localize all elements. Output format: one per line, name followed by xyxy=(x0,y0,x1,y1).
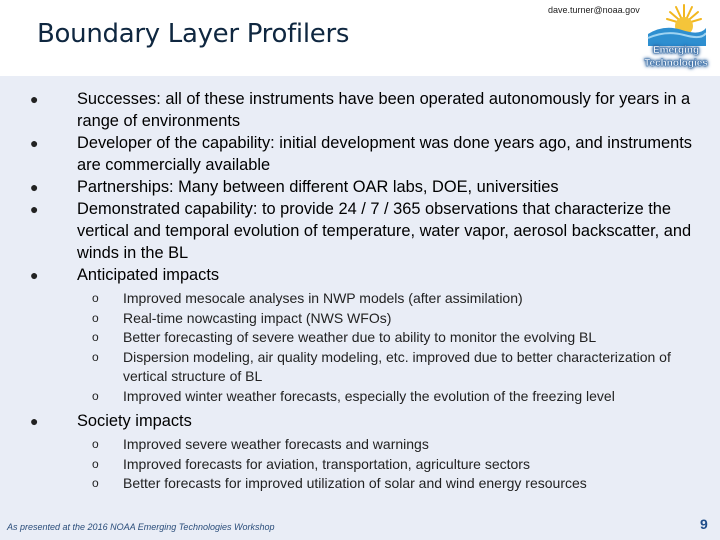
author-email: dave.turner@noaa.gov xyxy=(548,5,640,15)
logo-line-1: Emerging xyxy=(652,45,700,56)
sub-bullet-text: Dispersion modeling, air quality modeling, etc. improved due to better characterization of vertical structure of BL xyxy=(123,348,671,384)
bullet-item xyxy=(0,410,720,432)
bullet-item xyxy=(0,88,720,132)
circle-bullet-icon: o xyxy=(92,349,99,364)
sub-bullet-text: Improved mesocale analyses in NWP models (after assimilation) xyxy=(123,290,523,306)
sub-bullet-item xyxy=(0,328,720,348)
sub-bullet-item xyxy=(0,387,720,407)
bullet-dot-icon: ● xyxy=(30,201,39,217)
bullet-dot-icon: ● xyxy=(30,267,39,283)
sub-bullet-item xyxy=(0,348,720,387)
sub-bullet-item xyxy=(0,455,720,475)
bullet-item xyxy=(0,132,720,176)
bullet-text: Partnerships: Many between different OAR labs, DOE, universities xyxy=(77,178,559,196)
slide-header xyxy=(0,0,720,76)
bullet-dot-icon: ● xyxy=(30,179,39,195)
sub-bullet-text: Better forecasts for improved utilization of solar and wind energy resources xyxy=(123,475,587,491)
sub-bullet-item xyxy=(0,435,720,455)
circle-bullet-icon: o xyxy=(92,330,99,344)
circle-bullet-icon: o xyxy=(92,310,99,325)
sub-bullet-text: Real-time nowcasting impact (NWS WFOs) xyxy=(123,309,392,326)
sub-bullet-text: Improved winter weather forecasts, especially the evolution of the freezing level xyxy=(123,387,615,404)
slide-title: Boundary Layer Profilers xyxy=(37,19,350,49)
logo-text xyxy=(636,44,716,70)
emerging-technologies-logo xyxy=(636,2,716,74)
bullet-dot-icon: ● xyxy=(30,135,39,151)
circle-bullet-icon: o xyxy=(92,291,99,305)
bullet-item xyxy=(0,264,720,286)
bullet-text: Developer of the capability: initial development was done years ago, and instruments are commercially available xyxy=(77,134,693,174)
sub-bullet-item xyxy=(0,289,720,309)
sub-bullet-item xyxy=(0,309,720,329)
page-number: 9 xyxy=(700,516,708,532)
bullet-item xyxy=(0,198,720,264)
bullet-text: Anticipated impacts xyxy=(77,266,220,284)
bullet-dot-icon: ● xyxy=(30,91,39,107)
sub-bullet-list xyxy=(0,435,720,494)
sub-bullet-item xyxy=(0,474,720,494)
sub-bullet-text: Better forecasting of severe weather due to ability to monitor the evolving BL xyxy=(123,329,597,345)
circle-bullet-icon: o xyxy=(92,388,99,403)
sun-wave-icon xyxy=(646,2,706,46)
circle-bullet-icon: o xyxy=(92,476,99,490)
logo-line-2: Technologies xyxy=(644,58,708,69)
bullet-dot-icon: ● xyxy=(30,413,39,429)
footer-credit: As presented at the 2016 NOAA Emerging Technologies Workshop xyxy=(7,522,275,532)
circle-bullet-icon: o xyxy=(92,456,99,471)
circle-bullet-icon: o xyxy=(92,437,99,451)
sub-bullet-text: Improved severe weather forecasts and warnings xyxy=(123,436,429,452)
sub-bullet-text: Improved forecasts for aviation, transportation, agriculture sectors xyxy=(123,455,530,472)
bullet-item xyxy=(0,176,720,198)
bullet-text: Successes: all of these instruments have been operated autonomously for years in a range of environments xyxy=(77,90,691,130)
slide-body xyxy=(0,88,720,498)
sub-bullet-list xyxy=(0,289,720,406)
bullet-text: Society impacts xyxy=(77,412,192,430)
bullet-text: Demonstrated capability: to provide 24 / 7 / 365 observations that characterize the vertical and temporal evolution of temperature, water vapor, aerosol backscatter, and winds in the BL xyxy=(77,200,692,262)
